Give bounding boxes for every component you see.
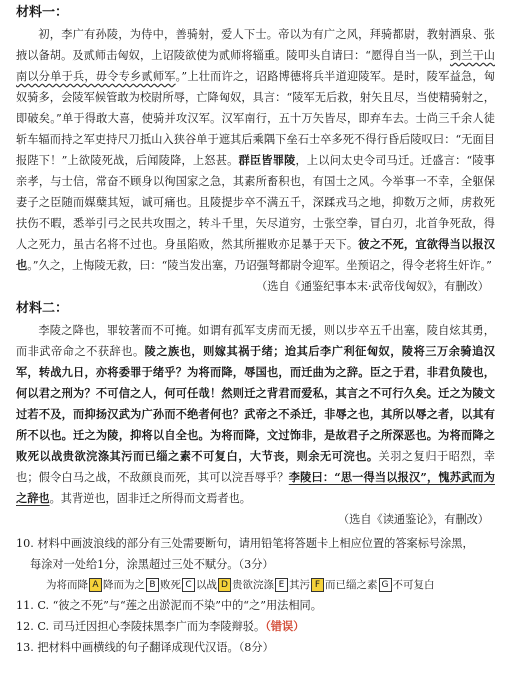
passage-text: ，上以问太史令司马迁。迁盛言：“陵事亲孝，与士信，常奋不顾身以徇国家之急，其素所畜积也，有国士之风。今举事一不幸，全躯保妻子之臣随而媒蘖其短，诚可痛也。且陵提步卒不满五千，深蹂戎马之地，抑数万之师，虏救死扶伤不暇，悉举引弓之民共攻围之，转斗千里，矢尽道穷，士张空拳，冒白刃，北首争死敌，得人之死力，虽古名将不过也。身虽陷败，然其所摧败亦足暴于天下。 bbox=[16, 154, 495, 251]
passage-text: 初，李广有孙陵，为侍中，善骑射，爱人下士。帝以为有广之风，拜骑都尉，教射酒泉、张掖以备胡。及贰师击匈奴，上诏陵欲使为贰师将辎重。陵叩头自请曰：“愿得自当一队， bbox=[16, 28, 495, 62]
option-text: 败死 bbox=[160, 579, 181, 591]
option-text: 而已缁之素 bbox=[325, 579, 378, 591]
question-10-options bbox=[16, 575, 495, 595]
material1-heading: 材料一： bbox=[16, 5, 69, 20]
question-12 bbox=[16, 616, 495, 637]
answer-box-f[interactable]: F bbox=[311, 578, 324, 592]
option-text: 以战 bbox=[196, 579, 217, 591]
question-12-text: 12. C. 司马迁因担心李陵抹黑李广而为李陵辩驳。 bbox=[16, 620, 266, 633]
answer-box-d[interactable]: D bbox=[218, 578, 231, 592]
passage-text: 。”上壮而许之，诏路博德将兵半道迎陵军。是时，陵军益急，匈奴骑多，会陵军候管敢为校尉所辱，亡降匈奴，具言：“陵军无后救，射矢且尽，当使精骑射之，即破矣。”单于得敢大喜，使骑并攻汉军。汉军南行，五十万矢皆尽，即弃车去。士尚三千余人徒斩车辐而持之军吏持尺刀抵山入狭谷单于遮其后乘隅下垒石士卒多死不得行昏后陵叹曰：“无面目报陛下！”上欲陵死战，后闻陵降，上怒甚。 bbox=[16, 70, 495, 167]
option-text: 降而为之 bbox=[103, 579, 145, 591]
material2-passage bbox=[16, 320, 495, 509]
answer-box-e[interactable]: E bbox=[275, 578, 288, 592]
material2-source: （选自《读通鉴论》，有删改） bbox=[337, 513, 489, 526]
bold-text: 彼之不死，宜欲得当以报汉也 bbox=[16, 237, 495, 272]
answer-box-c[interactable]: C bbox=[182, 578, 195, 592]
underlined-sentence: 李陵曰：“思一得当以报汉”，愧苏武而为之辞也 bbox=[16, 470, 495, 505]
option-text: 不可复白 bbox=[392, 579, 435, 591]
passage-text: 。其背逆也，固非迁之所得而文焉者也。 bbox=[49, 492, 251, 505]
option-text: 为将而降 bbox=[46, 579, 88, 591]
material1-source: （选自《通鉴纪事本末·武帝伐匈奴》，有删改） bbox=[256, 280, 489, 293]
passage-text: 。”久之，上悔陵无救，曰：“陵当发出塞，乃诏强弩都尉令迎军。坐预诏之，得令老将生奸诈。” bbox=[27, 259, 492, 272]
question-11: 11. C. “彼之不死”与“莲之出淤泥而不染”中的“之”用法相同。 bbox=[16, 599, 322, 612]
answer-box-g[interactable]: G bbox=[379, 578, 392, 592]
answer-box-a[interactable]: A bbox=[89, 578, 102, 592]
material1-passage bbox=[16, 24, 495, 276]
wavy-underlined-text: 到兰干山南以分单于兵，毋令专乡贰师军 bbox=[16, 49, 495, 83]
question-10: 10. 材料中画波浪线的部分有三处需要断句，请用铅笔将答题卡上相应位置的答案标号涂黑， bbox=[16, 537, 474, 550]
bold-text: 陵之族也，则嫁其祸于绪；迨其后李广利征匈奴，陵将三万余骑追汉军，转战九日，亦将委罪于绪乎？为将而降，辱国也，而迁曲为之辞。臣之于君，非君负陵也，何以君之刑为？不可信之人，何可任哉！然则迁之背君而爱私，其言之不可行久矣。迁之为陵文过若不及，而抑扬汉武为广孙而不绝者何也？武帝之不杀迁，非辱之也，其所以辱之者，以其有所不以也。迁之为陵，抑将以自全也。为将而降，文过饰非，是故君子之所深恶也。为将而降之败死以战贵欲浣涤其污而已缁之素不可复白，大节丧，则余无可浣也。 bbox=[16, 344, 495, 463]
option-text: 其污 bbox=[289, 579, 310, 591]
bold-text: 群臣皆罪陵 bbox=[238, 153, 296, 167]
answer-box-b[interactable]: B bbox=[146, 578, 159, 592]
error-mark: （错误） bbox=[265, 619, 305, 633]
passage-text: 李陵之降也，罪较著而不可掩。如谓有孤军支虏而无援，则以步卒五千出塞，陵自炫其勇，而非武帝命之不获辞也。 bbox=[16, 324, 495, 358]
question-10-continued: 每涂对一处给1分，涂黑超过三处不赋分。（3分） bbox=[30, 558, 274, 571]
material2-heading: 材料二： bbox=[16, 301, 69, 316]
passage-text: 关羽之复归于昭烈，幸也；假令白马之战，不敌颜良而死，其可以浣吾辱乎？ bbox=[16, 450, 495, 484]
question-13: 13. 把材料中画横线的句子翻译成现代汉语。（8分） bbox=[16, 641, 274, 654]
option-text: 贵欲浣涤 bbox=[232, 579, 274, 591]
